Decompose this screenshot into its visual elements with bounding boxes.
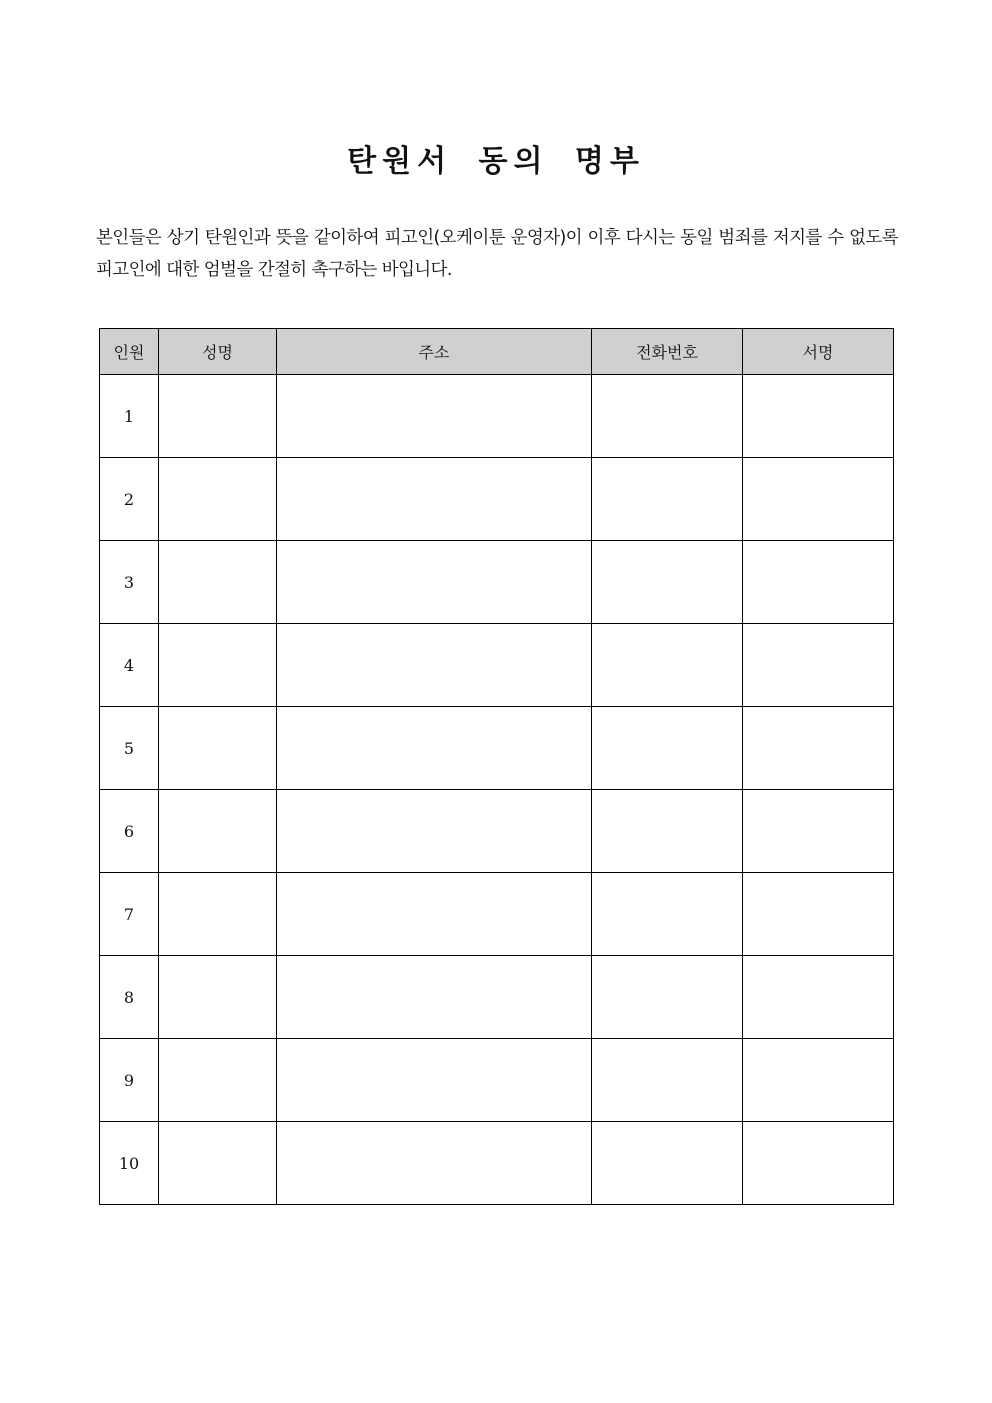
header-name: 성명 [159,329,277,375]
phone-cell[interactable] [592,956,743,1039]
row-number: 5 [100,707,159,790]
row-number: 6 [100,790,159,873]
row-number: 2 [100,458,159,541]
phone-cell[interactable] [592,873,743,956]
phone-cell[interactable] [592,458,743,541]
signature-cell[interactable] [743,790,894,873]
signature-cell[interactable] [743,458,894,541]
name-cell[interactable] [159,375,277,458]
table-row [100,624,894,707]
address-cell[interactable] [277,956,592,1039]
intro-paragraph: 본인들은 상기 탄원인과 뜻을 같이하여 피고인(오케이툰 운영자)이 이후 다시는 동일 범죄를 저지를 수 없도록 피고인에 대한 엄벌을 간절히 촉구하는 바입니다. [96,228,898,280]
signature-cell[interactable] [743,1122,894,1205]
table-row [100,458,894,541]
phone-cell[interactable] [592,375,743,458]
name-cell[interactable] [159,956,277,1039]
row-number: 4 [100,624,159,707]
phone-cell[interactable] [592,1039,743,1122]
row-number: 8 [100,956,159,1039]
header-count: 인원 [100,329,159,375]
address-cell[interactable] [277,790,592,873]
name-cell[interactable] [159,707,277,790]
row-number: 10 [100,1122,159,1205]
phone-cell[interactable] [592,790,743,873]
name-cell[interactable] [159,458,277,541]
address-cell[interactable] [277,707,592,790]
address-cell[interactable] [277,1039,592,1122]
row-number: 1 [100,375,159,458]
consent-roster-table [99,328,894,1205]
signature-cell[interactable] [743,956,894,1039]
signature-cell[interactable] [743,1039,894,1122]
row-number: 9 [100,1039,159,1122]
address-cell[interactable] [277,1122,592,1205]
table-row [100,707,894,790]
table-row [100,873,894,956]
signature-cell[interactable] [743,707,894,790]
address-cell[interactable] [277,873,592,956]
signature-cell[interactable] [743,541,894,624]
address-cell[interactable] [277,458,592,541]
table-row [100,541,894,624]
table-row [100,1039,894,1122]
address-cell[interactable] [277,375,592,458]
signature-cell[interactable] [743,873,894,956]
table-row [100,375,894,458]
name-cell[interactable] [159,1122,277,1205]
header-phone: 전화번호 [592,329,743,375]
phone-cell[interactable] [592,1122,743,1205]
header-address: 주소 [277,329,592,375]
table-header-row [100,329,894,375]
name-cell[interactable] [159,873,277,956]
table-row [100,956,894,1039]
table-row [100,790,894,873]
name-cell[interactable] [159,790,277,873]
name-cell[interactable] [159,624,277,707]
table-row [100,1122,894,1205]
phone-cell[interactable] [592,624,743,707]
phone-cell[interactable] [592,707,743,790]
row-number: 3 [100,541,159,624]
phone-cell[interactable] [592,541,743,624]
address-cell[interactable] [277,541,592,624]
name-cell[interactable] [159,1039,277,1122]
signature-cell[interactable] [743,375,894,458]
address-cell[interactable] [277,624,592,707]
header-signature: 서명 [743,329,894,375]
document-title: 탄원서 동의 명부 [347,144,645,179]
name-cell[interactable] [159,541,277,624]
signature-cell[interactable] [743,624,894,707]
row-number: 7 [100,873,159,956]
